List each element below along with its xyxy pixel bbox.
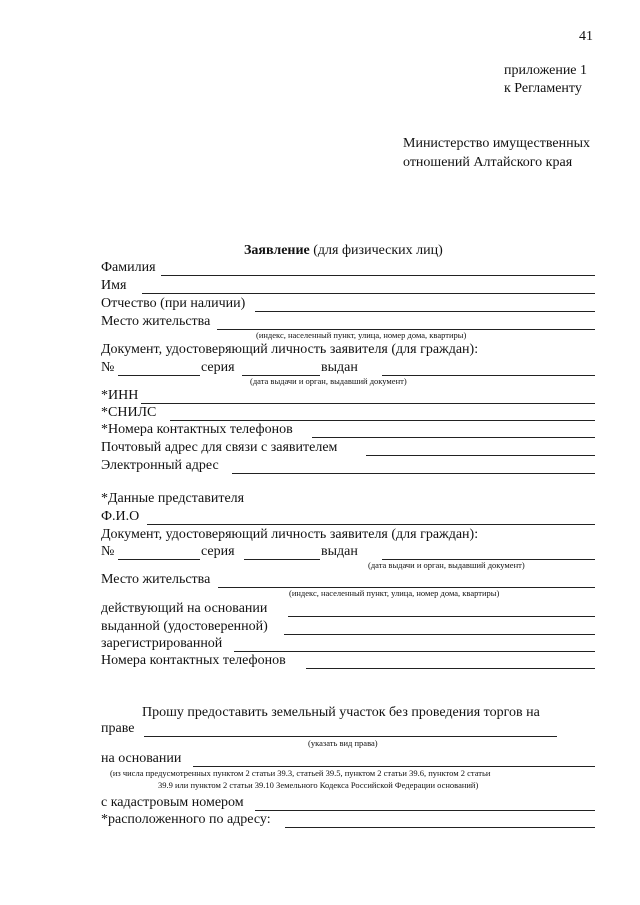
rep-issued-cert-field[interactable] [284, 634, 595, 635]
phones-field[interactable] [312, 437, 595, 438]
rep-acting-field[interactable] [288, 616, 595, 617]
rep-residence-hint: (индекс, населенный пункт, улица, номер дома, квартиры) [289, 588, 500, 598]
address-label: *расположенного по адресу: [101, 812, 271, 827]
rep-registered-field[interactable] [234, 651, 595, 652]
doc-series-label: серия [201, 360, 235, 375]
basis-hint-1: (из числа предусмотренных пунктом 2 статьи 39.3, статьей 39.5, пунктом 2 статьи 39.6, пунктом 2 статьи [110, 768, 491, 778]
phones-label: *Номера контактных телефонов [101, 422, 293, 437]
appendix-line2: к Регламенту [504, 81, 582, 96]
rep-doc-issued-label: выдан [321, 544, 358, 559]
doc-issued-hint: (дата выдачи и орган, выдавший документ) [250, 376, 407, 386]
rep-doc-series-label: серия [201, 544, 235, 559]
snils-field[interactable] [170, 420, 595, 421]
right-label: праве [101, 721, 135, 736]
rep-id-document-label: Документ, удостоверяющий личность заявителя (для граждан): [101, 527, 479, 542]
cadastral-label: с кадастровым номером [101, 795, 244, 810]
representative-heading: *Данные представителя [101, 491, 245, 506]
cadastral-field[interactable] [255, 810, 595, 811]
inn-field[interactable] [141, 403, 595, 404]
email-label: Электронный адрес [101, 458, 219, 473]
addressee-line2: отношений Алтайского края [403, 155, 573, 170]
residence-hint: (индекс, населенный пункт, улица, номер дома, квартиры) [256, 330, 467, 340]
address-field[interactable] [285, 827, 595, 828]
rep-doc-series-field[interactable] [244, 559, 320, 560]
surname-field[interactable] [161, 275, 595, 276]
form-title-rest: (для физических лиц) [309, 243, 443, 258]
name-field[interactable] [142, 293, 595, 294]
right-field[interactable] [144, 736, 557, 737]
form-title-bold: Заявление [244, 243, 310, 258]
residence-label: Место жительства [101, 314, 211, 329]
rep-phones-label: Номера контактных телефонов [101, 653, 286, 668]
doc-number-field[interactable] [118, 375, 200, 376]
name-label: Имя [101, 278, 127, 293]
postal-field[interactable] [366, 455, 595, 456]
rep-doc-issued-hint: (дата выдачи и орган, выдавший документ) [368, 560, 525, 570]
addressee-line1: Министерство имущественных [403, 136, 590, 151]
doc-number-label: № [101, 360, 115, 375]
rep-phones-field[interactable] [306, 668, 595, 669]
request-text: Прошу предоставить земельный участок без проведения торгов на [142, 705, 540, 720]
patronymic-label: Отчество (при наличии) [101, 296, 246, 311]
email-field[interactable] [232, 473, 595, 474]
rep-doc-number-label: № [101, 544, 115, 559]
basis-field[interactable] [193, 766, 595, 767]
rep-doc-number-field[interactable] [118, 559, 200, 560]
appendix-line1: приложение 1 [504, 63, 588, 78]
right-hint: (указать вид права) [308, 738, 378, 748]
doc-issued-label: выдан [321, 360, 358, 375]
basis-hint-2: 39.9 или пунктом 2 статьи 39.10 Земельного Кодекса Российской Федерации оснований) [158, 780, 479, 790]
form-title [244, 243, 443, 259]
postal-label: Почтовый адрес для связи с заявителем [101, 440, 338, 455]
patronymic-field[interactable] [255, 311, 595, 312]
rep-residence-label: Место жительства [101, 572, 211, 587]
rep-fio-label: Ф.И.О [101, 509, 140, 524]
basis-label: на основании [101, 751, 182, 766]
snils-label: *СНИЛС [101, 405, 157, 420]
rep-fio-field[interactable] [147, 524, 595, 525]
surname-label: Фамилия [101, 260, 156, 275]
page-number: 41 [579, 29, 593, 44]
rep-acting-label: действующий на основании [101, 601, 268, 616]
rep-issued-cert-label: выданной (удостоверенной) [101, 619, 268, 634]
rep-registered-label: зарегистрированной [101, 636, 223, 651]
inn-label: *ИНН [101, 388, 139, 403]
doc-issued-field[interactable] [382, 375, 595, 376]
id-document-label: Документ, удостоверяющий личность заявителя (для граждан): [101, 342, 479, 357]
